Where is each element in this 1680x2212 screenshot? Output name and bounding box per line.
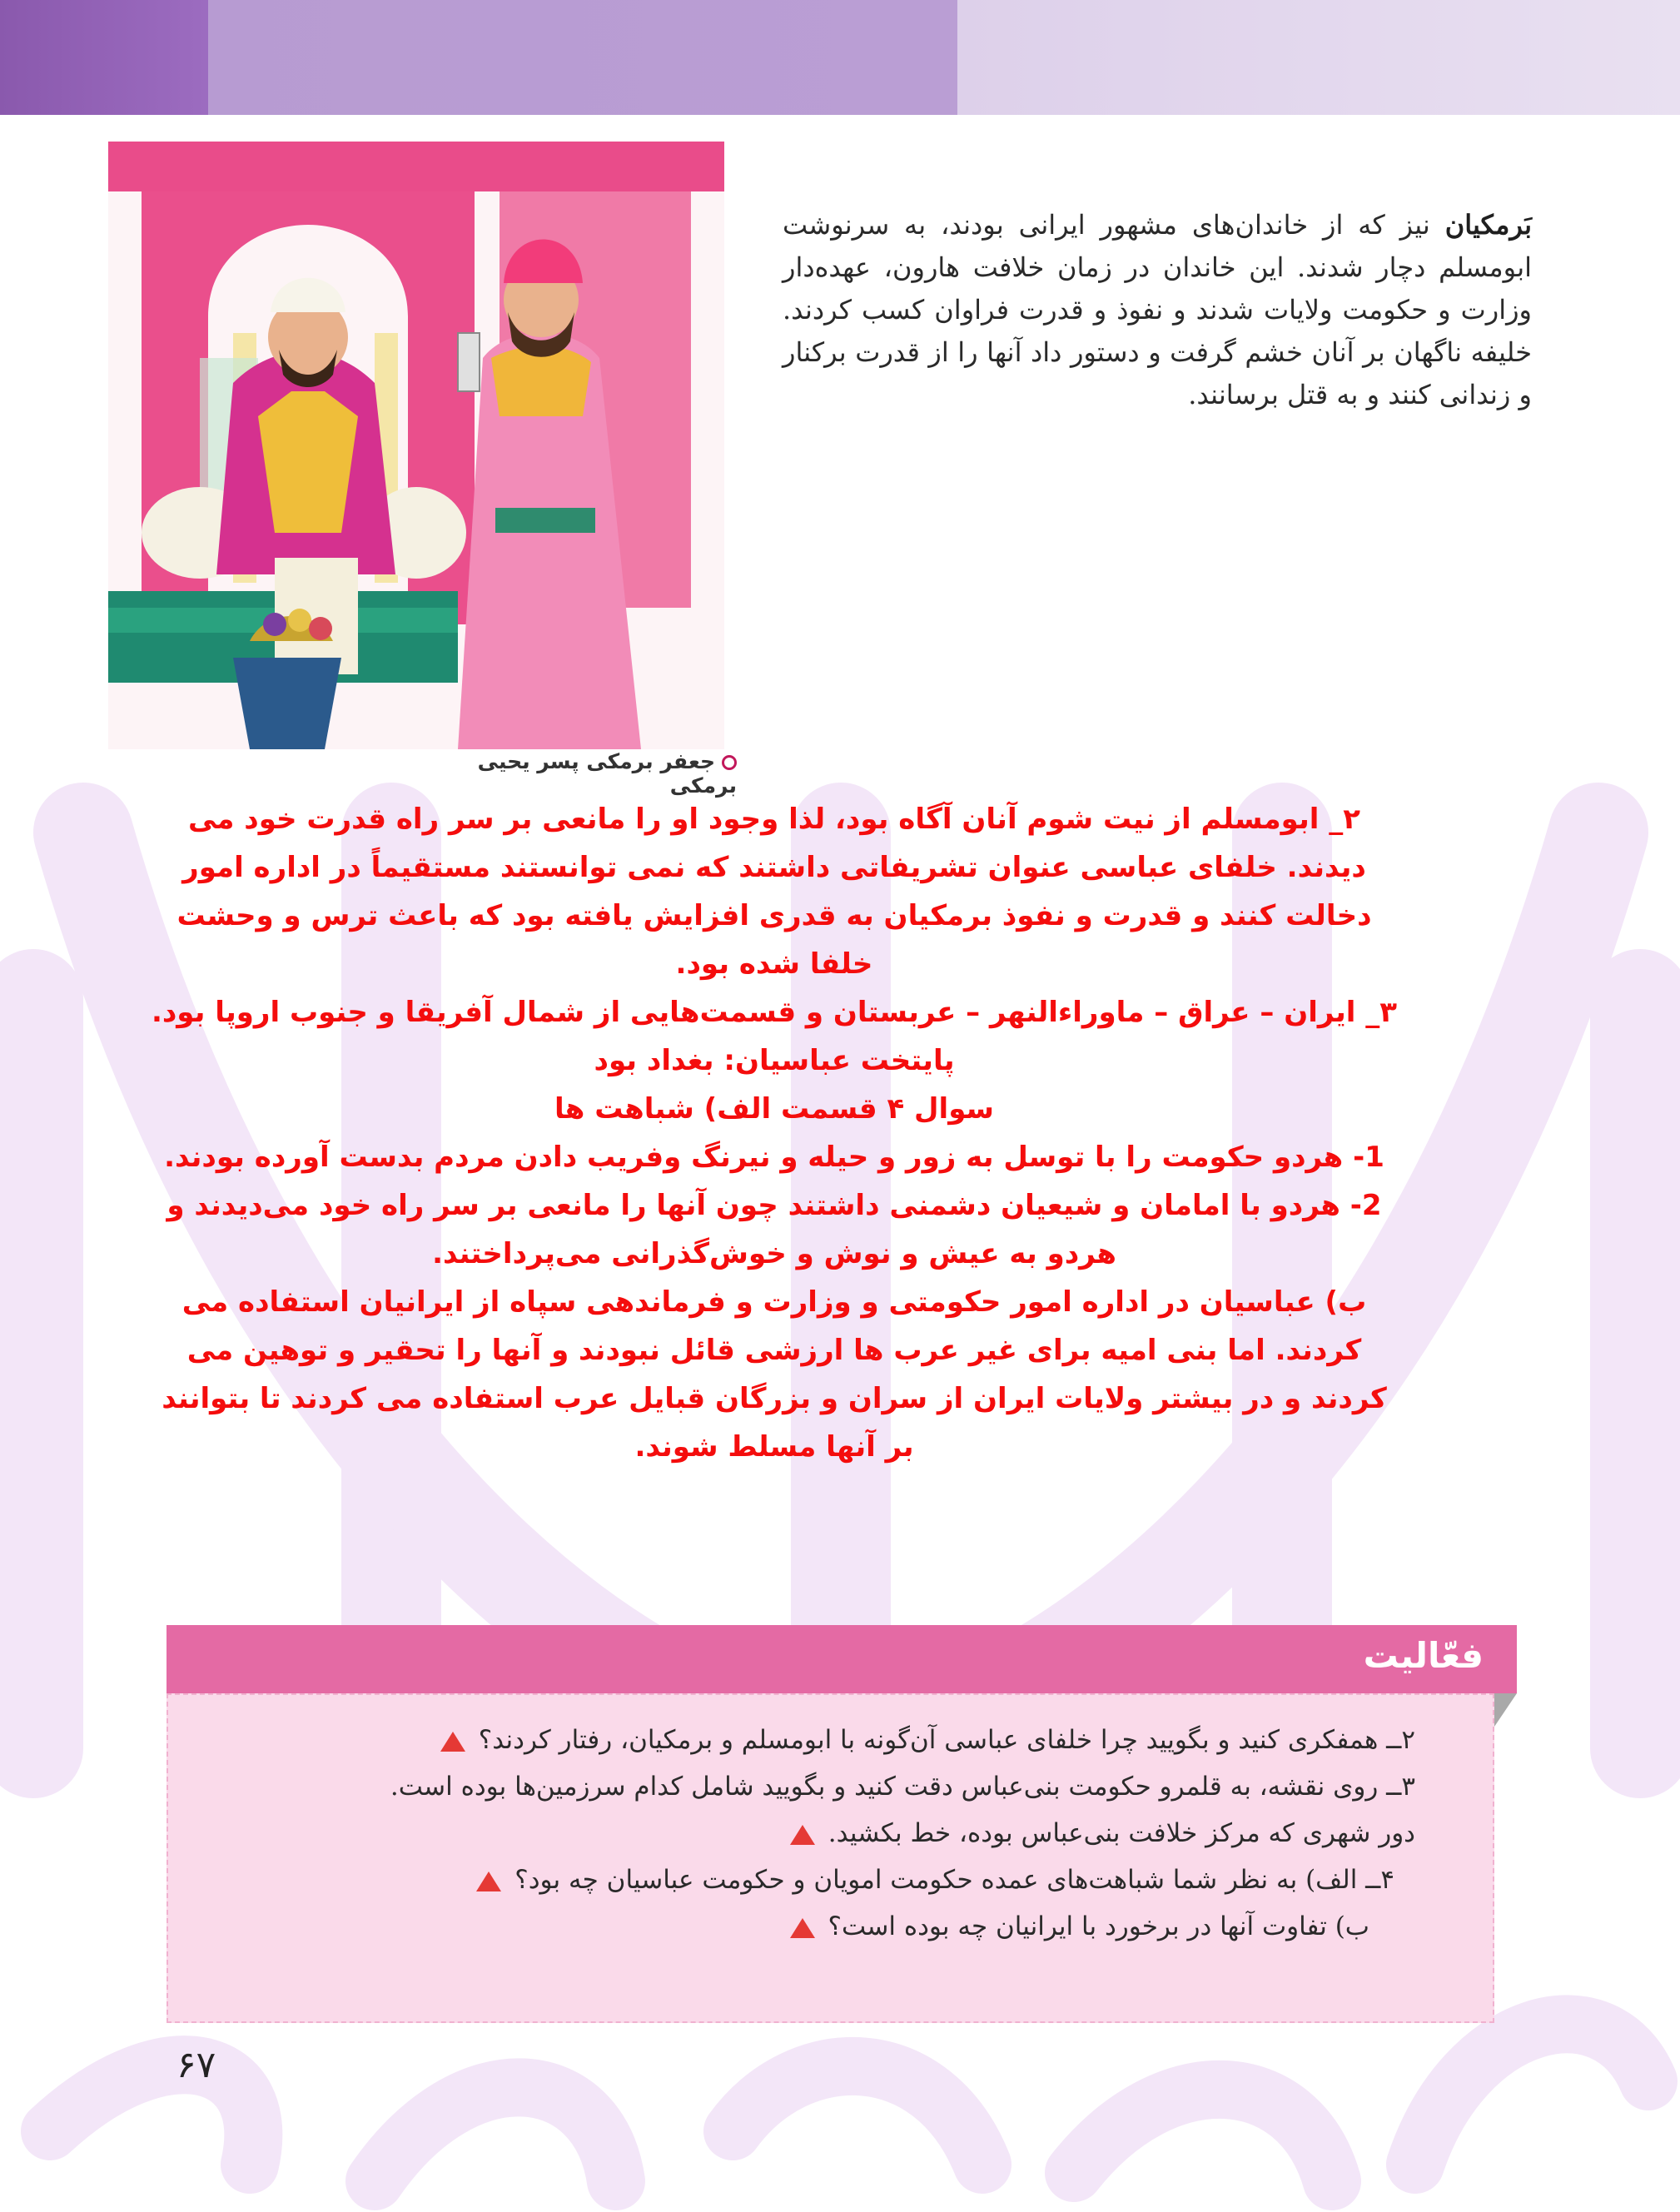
answer-capital: پایتخت عباسیان: بغداد بود — [594, 1044, 955, 1077]
answer-block — [150, 795, 1399, 1471]
warning-triangle-icon — [476, 1872, 501, 1891]
activity-item: ۲ــ همفکری کنید و بگویید چرا خلفای عباسی آن‌گونه با ابومسلم و برمکیان، رفتار کردند؟ — [316, 1717, 1415, 1763]
illustration-caption: جعفر برمکی پسر یحیی برمکی — [477, 749, 737, 798]
intro-text: نیز که از خاندان‌های مشهور ایرانی بودند، به سرنوشت ابومسلم دچار شدند. این خاندان در زمان خلافت هارون، عهده‌دار وزارت و حکومت ولایات شدند و نفوذ و قدرت فراوان کسب کردند. خلیفه ناگهان بر آنان خشم گرفت و دستور داد آنها را از قدرت برکنار و زندانی کنند و به قتل برسانند. — [783, 209, 1533, 410]
illustration-jafar-barmaki — [108, 142, 724, 749]
warning-triangle-icon — [440, 1732, 465, 1752]
activity-title: فعّالیت — [1363, 1635, 1484, 1676]
activity-item: ۴ــ الف) به نظر شما شباهت‌های عمده حکومت امویان و حکومت عباسیان چه بود؟ — [316, 1857, 1415, 1903]
warning-triangle-icon — [790, 1918, 815, 1938]
answer-3: ۳_ ایران – عراق – ماوراءالنهر – عربستان و قسمت‌هایی از شمال آفریقا و جنوب اروپا بود. — [151, 996, 1398, 1029]
activity-header-fold — [1494, 1693, 1517, 1727]
answer-4-similarity-2: 2- هردو با امامان و شیعیان دشمنی داشتند چون آنها را مانعی بر سر راه خود می‌دیدند و هردو به عیش و نوش و خوش‌گذرانی می‌پرداختند. — [167, 1189, 1382, 1270]
warning-triangle-icon — [790, 1825, 815, 1845]
answer-4-b: ب) عباسیان در اداره امور حکومتی و وزارت و فرماندهی سپاه از ایرانیان استفاده می کردند. اما بنی امیه برای غیر عرب ها ارزشی قائل نبودند و آنها را تحقیر و توهین می کردند و در بیشتر ولایات ایران از سران و بزرگان قبایل عرب استفاده می کردند تا بتوانند بر آنها مسلط شوند. — [162, 1285, 1387, 1464]
activity-item: ب) تفاوت آنها در برخورد با ایرانیان چه بوده است؟ — [316, 1903, 1415, 1950]
top-decorative-band — [0, 0, 1680, 115]
page-number: ۶۷ — [176, 2044, 216, 2086]
activity-item: دور شهری که مرکز خلافت بنی‌عباس بوده، خط بکشید. — [316, 1810, 1415, 1857]
answer-4-similarity-1: 1- هردو حکومت را با توسل به زور و حیله و نیرنگ وفریب دادن مردم بدست آورده بودند. — [164, 1141, 1384, 1174]
caption-bullet-icon — [722, 755, 737, 770]
activity-list — [316, 1717, 1415, 1950]
activity-item: ۳ــ روی نقشه، به قلمرو حکومت بنی‌عباس دقت کنید و بگویید شامل کدام سرزمین‌ها بوده است. — [390, 1772, 1415, 1802]
answer-2: ۲_ ابومسلم از نیت شوم آنان آگاه بود، لذا وجود او را مانعی بر سر راه قدرت خود می دیدند. خلفای عباسی عنوان تشریفاتی داشتند که نمی توانستند مستقیماً در اداره امور دخالت کنند و قدرت و نفوذ برمکیان به قدری افزایش یافته بود که باعث ترس و وحشت خلفا شده بود. — [176, 803, 1372, 981]
answer-4-heading: سوال ۴ قسمت الف) شباهت ها — [554, 1092, 994, 1126]
activity-header — [167, 1625, 1517, 1693]
intro-highlight: بَرمکیان — [1444, 209, 1532, 241]
intro-paragraph — [783, 204, 1532, 416]
